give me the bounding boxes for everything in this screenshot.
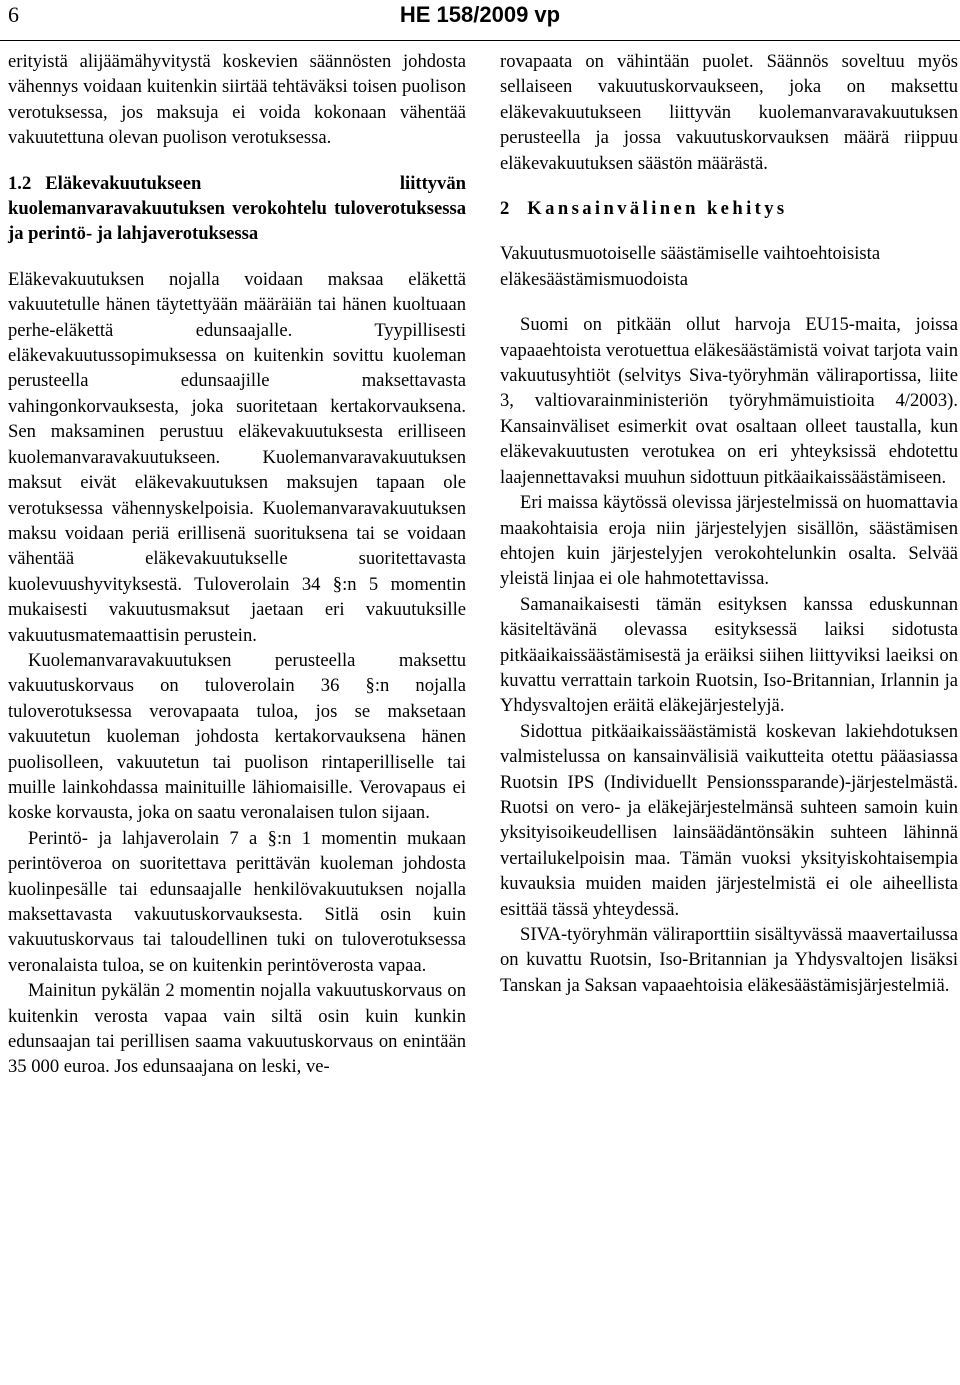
page-header — [0, 0, 960, 41]
section-number: 1.2 — [8, 172, 32, 194]
paragraph: Eläkevakuutuksen nojalla voidaan maksaa eläkettä vakuutetulle hänen täytettyään määräiän tai hänen kuoltuaan perhe-eläkettä edunsaajalle. Tyypillisesti eläkevakuutussopimuksessa on kuitenkin sovittu kuoleman perusteella edunsaajille maksettavasta vahingonkorvauksesta, joka suoritetaan kertakorvauksena. Sen maksaminen perustuu eläkevakuutuksesta erilliseen kuolemanvaravakuutukseen. Kuolemanvaravakuutuksen maksut eivät eläkevakuutuksen maksujen tapaan ole verotuksessa vähennyskelpoisia. Kuolemanvaravakuutuksen maksu voidaan periä erillisenä suorituksena tai se voidaan vähentää eläkevakuutukselle suoritettavasta kuolevuushyvityksestä. Tuloverolain 34 §:n 5 momentin mukaisesti vakuutusmaksut jaetaan eri vakuutuksille vakuutusmatemaattisin perustein. — [8, 268, 466, 646]
paragraph-continued: erityistä alijäämähyvitystä koskevien säännösten johdosta vähennys voidaan kuitenkin siirtää tehtäväksi toisen puolison verotuksessa, jos maksuja ei voida kokonaan vähentää vakuutettuna olevan puolison verotuksessa. — [8, 51, 466, 149]
paragraph: Kuolemanvaravakuutuksen perusteella maksettu vakuutuskorvaus on tuloverolain 36 §:n nojalla tuloverotuksessa verovapaata tuloa, jos se maksetaan vakuutetun kuoleman johdosta kertakorvauksena hänen puolisolleen, vakuutetun tai puolison rintaperilliselle tai muille lainkohdassa mainituille lähiomaisille. Verovapaus ei koske korvausta, joka on saatu veronalaisen tulon sijaan. — [8, 649, 466, 824]
left-column — [8, 49, 466, 1080]
subsection-heading: Vakuutusmuotoiselle säästämiselle vaihtoehtoisista eläkesäästämismuodoista — [500, 243, 881, 290]
paragraph: SIVA-työryhmän väliraporttiin sisältyvässä maavertailussa on kuvattu Ruotsin, Iso-Britannian ja Yhdysvaltojen lisäksi Tanskan ja Saksan vapaaehtoisia eläkesäästämisjärjestelmiä. — [500, 924, 958, 996]
page-number: 6 — [8, 2, 19, 27]
paragraph: Perintö- ja lahjaverolain 7 a §:n 1 momentin mukaan perintöveroa on suoritettava perittävän kuoleman johdosta kuolinpesälle tai edunsaajalle henkilövakuutuksen nojalla maksettavasta vakuutuskorvauksesta. Sitlä osin kuin vakuutuskorvaus tai taloudellinen tuki on tuloverotuksessa veronalaista tuloa, se on kuitenkin perintöverosta vapaa. — [8, 827, 466, 976]
paragraph: Samanaikaisesti tämän esityksen kanssa eduskunnan käsiteltävänä olevassa esityksessä laiksi sidotusta pitkäaikaissäästämisestä ja eräiksi siihen liittyviksi laeiksi on kuvattu verrattain tarkoin Ruotsin, Iso-Britannian, Irlannin ja Yhdysvaltojen eräitä eläkejärjestelyjä. — [500, 593, 958, 717]
right-column — [500, 49, 958, 998]
section-title: Eläkevakuutukseen liittyvän kuolemanvaravakuutuksen verokohtelu tuloverotuksessa ja perintö- ja lahjaverotuksessa — [8, 172, 466, 245]
section-number: 2 — [500, 198, 510, 220]
section-title: Kansainvälinen kehitys — [527, 198, 788, 220]
document-id: HE 158/2009 vp — [399, 2, 561, 27]
paragraph: Eri maissa käytössä olevissa järjestelmissä on huomattavia maakohtaisia eroja niin järjestelyjen sisällön, säästämisen ehtojen kuin järjestelyjen verokohtelunkin osalta. Selvää yleistä linjaa ei ole hahmotettavissa. — [500, 492, 958, 590]
section-heading-2 — [500, 196, 958, 221]
section-heading-1-2 — [8, 171, 466, 247]
paragraph: Mainitun pykälän 2 momentin nojalla vakuutuskorvaus on kuitenkin verosta vapaa vain siltä osin kuin kunkin edunsaajan tai perillisen saama vakuutuskorvaus on enintään 35 000 euroa. Jos edunsaajana on leski, ve- — [8, 980, 466, 1078]
paragraph-continued: rovapaata on vähintään puolet. Säännös soveltuu myös sellaiseen vakuutuskorvaukseen, joka on maksettu eläkevakuutukseen liittyvän kuolemanvaravakuutuksen perusteella ja jossa vakuutuskorvauksen määrä riippuu eläkevakuutuksen säästön määrästä. — [500, 51, 958, 174]
paragraph: Sidottua pitkäaikaissäästämistä koskevan lakiehdotuksen valmistelussa on kansainvälisiä vaikutteita otettu pääasiassa Ruotsin IPS (Individuellt Pensionssparande)-järjestelmästä. Ruotsi on vero- ja eläkejärjestelmänsä suhteen samoin kuin yksityisoikeudellisen lainsäädäntönsäkin suhteen lähinnä vertailukelpoisin maa. Tämän vuoksi yksityiskohtaisempia kuvauksia muiden maiden järjestelmistä ei ole aiheellista esittää tässä yhteydessä. — [500, 720, 958, 920]
paragraph: Suomi on pitkään ollut harvoja EU15-maita, joissa vapaaehtoista verotuettua eläkesäästämistä voivat tarjota vain vakuutusyhtiöt (selvitys Siva-työryhmän väliraportissa, liite 3, valtiovarainministeriön työryhmämuistioita 4/2003). Kansainväliset esimerkit ovat osaltaan olleet taustalla, kun eläkevakuutusten verotukea on eri yhteyksissä ehdotettu laajennettavaksi muuhun sidottuun pitkäaikaissäästämiseen. — [500, 314, 958, 488]
